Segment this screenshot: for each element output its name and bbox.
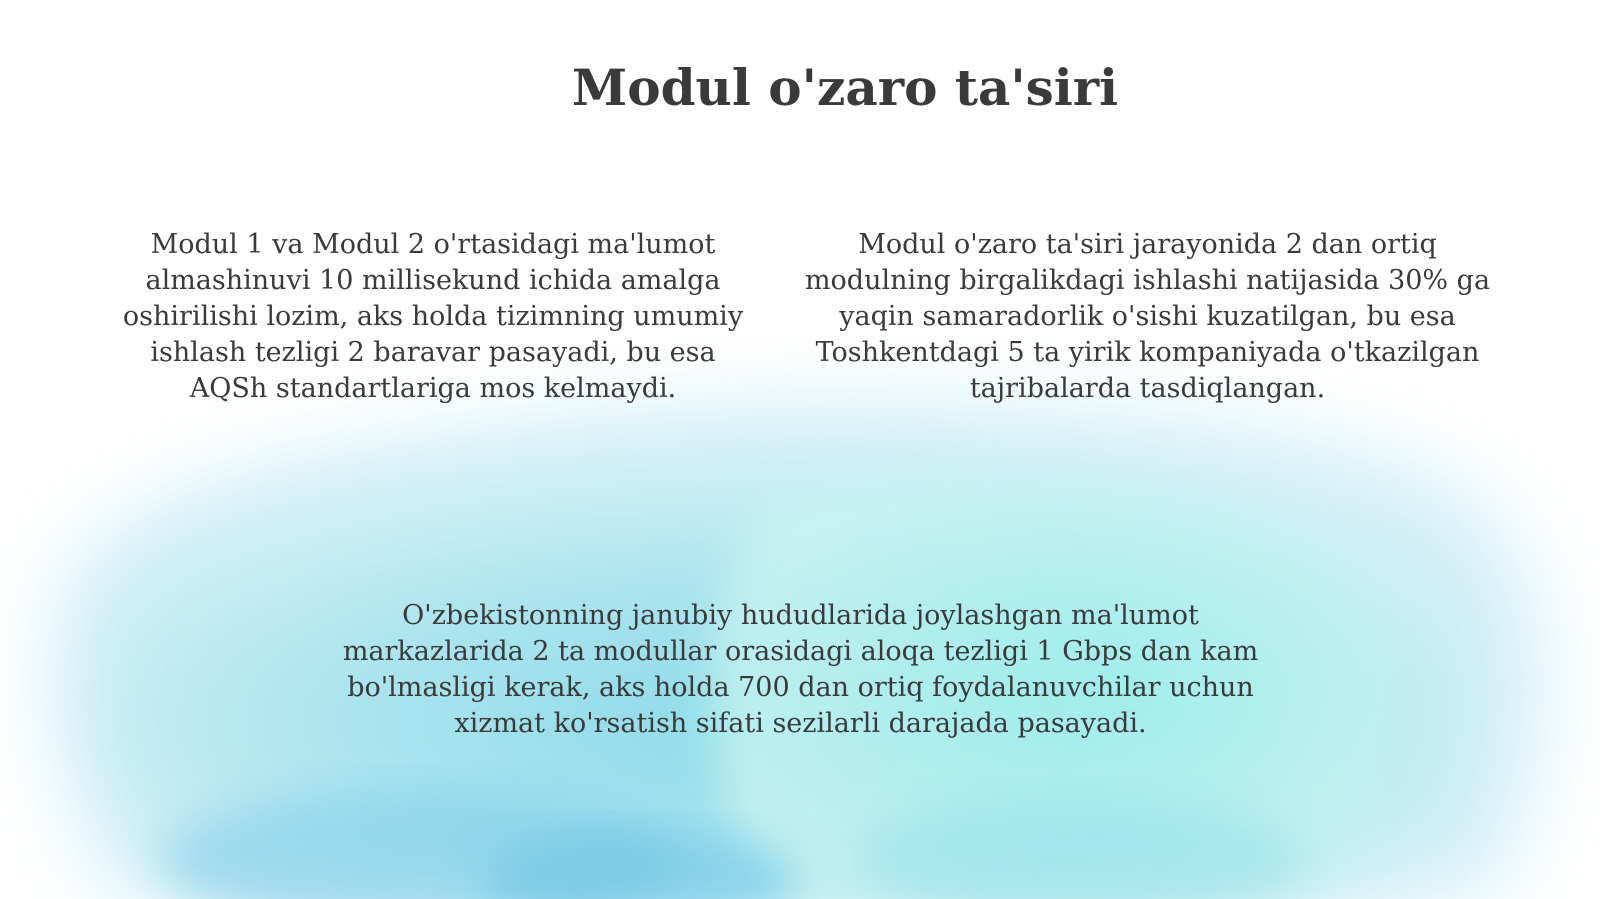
paragraph-left: Modul 1 va Modul 2 o'rtasidagi ma'lumot almashinuvi 10 millisekund ichida amalga oshirilishi lozim, aks holda tizimning umumiy ishlash tezligi 2 baravar pasayadi, bu esa AQSh standartlariga mos kelmaydi.: [122, 229, 744, 404]
paragraph-bottom: O'zbekistonning janubiy hududlarida joylashgan ma'lumot markazlarida 2 ta modullar orasidagi aloqa tezligi 1 Gbps dan kam bo'lmasligi kerak, aks holda 700 dan ortiq foydalanuvchilar uchun xizmat ko'rsatish sifati sezilarli darajada pasayadi.: [342, 600, 1259, 739]
paragraph-right: Modul o'zaro ta'siri jarayonida 2 dan ortiq modulning birgalikdagi ishlashi natijasida 30% ga yaqin samaradorlik o'sishi kuzatilgan, bu esa Toshkentdagi 5 ta yirik kompaniyada o'tkazilgan tajribalarda tasdiqlangan.: [804, 229, 1491, 404]
slide-title: Modul o'zaro ta'siri: [571, 58, 1119, 117]
